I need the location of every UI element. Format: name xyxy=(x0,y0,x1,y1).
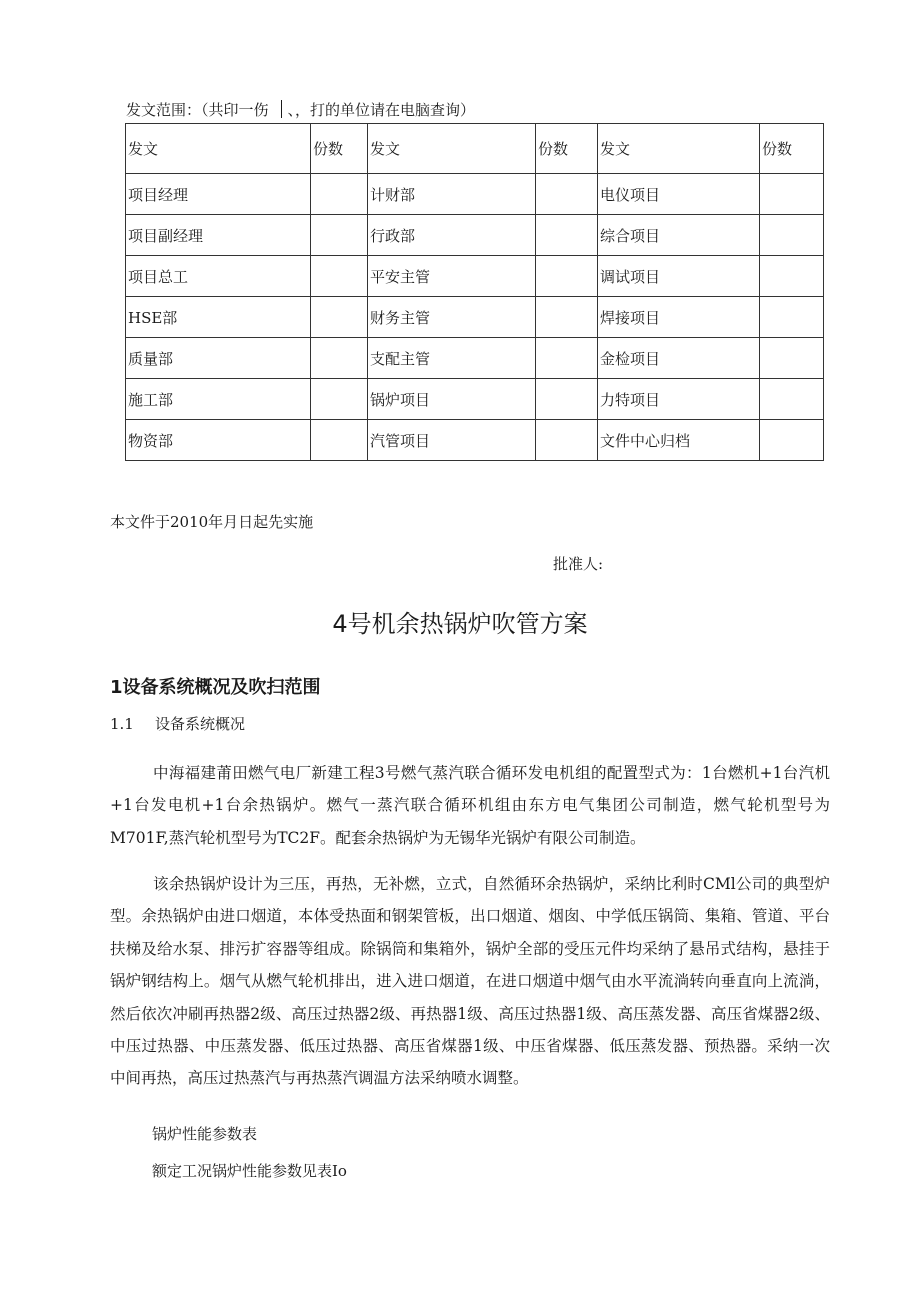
document-title: 4号机余热锅炉吹管方案 xyxy=(332,610,588,638)
table-caption: 锅炉性能参数表 xyxy=(152,1125,258,1143)
table-cell xyxy=(536,174,598,215)
table-cell xyxy=(536,256,598,297)
table-cell xyxy=(760,338,824,379)
table-cell: 项目副经理 xyxy=(126,215,311,256)
table-cell: 物资部 xyxy=(126,420,311,461)
header-cell: 份数 xyxy=(311,124,368,174)
subsection-title: 设备系统概况 xyxy=(155,715,246,733)
table-cell: 施工部 xyxy=(126,379,311,420)
header-cell: 发文 xyxy=(126,124,311,174)
header-cell: 份数 xyxy=(536,124,598,174)
table-cell: 金检项目 xyxy=(598,338,760,379)
table-cell xyxy=(311,215,368,256)
scope-text-right: 、，打的单位请在电脑查询） xyxy=(287,101,476,119)
table-cell: 质量部 xyxy=(126,338,311,379)
scope-text-left: 发文范围：（共印一伤 xyxy=(126,101,269,119)
table-cell: 项目经理 xyxy=(126,174,311,215)
table-row xyxy=(126,297,824,338)
table-cell xyxy=(311,338,368,379)
table-cell: 平安主管 xyxy=(368,256,536,297)
table-cell: 汽管项目 xyxy=(368,420,536,461)
table-cell xyxy=(760,215,824,256)
table-cell xyxy=(311,297,368,338)
table-cell xyxy=(536,379,598,420)
table-cell xyxy=(760,420,824,461)
table-cell xyxy=(311,379,368,420)
table-cell xyxy=(536,338,598,379)
table-cell: 项目总工 xyxy=(126,256,311,297)
table-cell: 支配主管 xyxy=(368,338,536,379)
header-cell: 份数 xyxy=(760,124,824,174)
approver-label: 批准人: xyxy=(553,555,604,573)
subsection-number: 1.1 xyxy=(110,715,134,733)
header-cell: 发文 xyxy=(598,124,760,174)
table-cell xyxy=(311,256,368,297)
table-header-row xyxy=(126,124,824,174)
table-cell: HSE部 xyxy=(126,297,311,338)
header-cell: 发文 xyxy=(368,124,536,174)
table-cell: 锅炉项目 xyxy=(368,379,536,420)
table-cell: 电仪项目 xyxy=(598,174,760,215)
table-cell xyxy=(760,174,824,215)
table-cell xyxy=(536,420,598,461)
scope-separator xyxy=(281,100,282,118)
table-cell: 文件中心归档 xyxy=(598,420,760,461)
table-cell: 调试项目 xyxy=(598,256,760,297)
table-cell xyxy=(311,174,368,215)
distribution-table xyxy=(125,123,824,461)
table-reference: 额定工况锅炉性能参数见表Io xyxy=(152,1162,347,1180)
table-row xyxy=(126,174,824,215)
table-cell xyxy=(311,420,368,461)
distribution-scope xyxy=(126,99,475,120)
table-cell xyxy=(536,215,598,256)
table-cell: 财务主管 xyxy=(368,297,536,338)
table-cell: 力特项目 xyxy=(598,379,760,420)
table-row xyxy=(126,420,824,461)
table-row xyxy=(126,215,824,256)
table-row xyxy=(126,379,824,420)
table-cell: 计财部 xyxy=(368,174,536,215)
paragraph-boiler-design: 该余热锅炉设计为三压，再热，无补燃，立式，自然循环余热锅炉，采纳比利时CMl公司的典型炉型。余热锅炉由进口烟道，本体受热面和钢架管板，出口烟道、烟囱、中学低压锅筒、集箱、管道、平台扶梯及给水泵、排污扩容器等组成。除锅筒和集箱外，锅炉全部的受压元件均采纳了悬吊式结构，悬挂于锅炉钢结构上。烟气从燃气轮机排出，进入进口烟道，在进口烟道中烟气由水平流淌转向垂直向上流淌，然后依次冲刷再热器2级、高压过热器2级、再热器1级、高压过热器1级、高压蒸发器、高压省煤器2级、中压过热器、中压蒸发器、低压过热器、高压省煤器1级、中压省煤器、低压蒸发器、预热器。采纳一次中间再热，高压过热蒸汽与再热蒸汽调温方法采纳喷水调整。 xyxy=(110,875,830,1088)
section-heading: 1设备系统概况及吹扫范围 xyxy=(110,677,321,698)
table-cell xyxy=(760,379,824,420)
effective-date-text: 本文件于2010年月日起先实施 xyxy=(110,513,314,531)
table-row xyxy=(126,338,824,379)
table-cell: 综合项目 xyxy=(598,215,760,256)
paragraph-config: 中海福建莆田燃气电厂新建工程3号燃气蒸汽联合循环发电机组的配置型式为：1台燃机+1台汽机+1台发电机+1台余热锅炉。燃气一蒸汽联合循环机组由东方电气集团公司制造，燃气轮机型号为M701F,蒸汽轮机型号为TC2F。配套余热锅炉为无锡华光锅炉有限公司制造。 xyxy=(110,764,830,847)
table-cell xyxy=(760,256,824,297)
table-cell xyxy=(536,297,598,338)
table-cell xyxy=(760,297,824,338)
table-cell: 焊接项目 xyxy=(598,297,760,338)
subsection-heading xyxy=(110,713,245,734)
table-cell: 行政部 xyxy=(368,215,536,256)
table-row xyxy=(126,256,824,297)
